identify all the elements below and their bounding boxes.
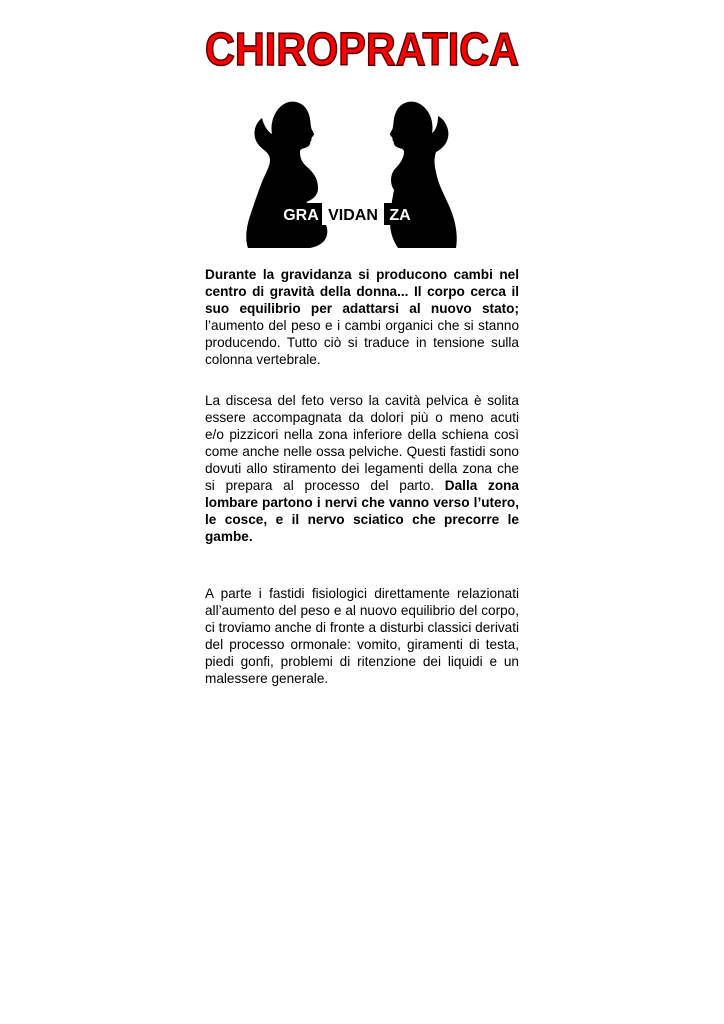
title-wordart: [197, 16, 527, 76]
paragraph-fetus-descent: [205, 392, 519, 545]
paragraph-3-normal: A parte i fastidi fisiologici direttamente relazionati all’aumento del peso e al nuovo equilibrio del corpo, ci troviamo anche di fronte a disturbi classici derivati del processo ormonale: vomito, giramenti di testa, piedi gonfi, problemi di ritenzione dei liquidi e un malessere generale.: [205, 586, 519, 686]
title-text: CHIROPRATICA: [205, 23, 519, 75]
label-part-gra: GRA: [283, 207, 319, 224]
pregnant-woman-silhouette-left: [246, 102, 327, 248]
paragraph-1-bold: Durante la gravidanza si producono cambi nel centro di gravità della donna... Il corpo cerca il suo equilibrio per adattarsi al nuovo stato;: [205, 267, 519, 316]
label-part-za: ZA: [389, 207, 411, 224]
paragraph-1-normal: l’aumento del peso e i cambi organici che si stanno producendo. Tutto ciò si traduce in tensione sulla colonna vertebrale.: [205, 318, 519, 367]
pregnant-silhouettes-figure: [244, 100, 460, 252]
paragraph-2-normal: La discesa del feto verso la cavità pelvica è solita essere accompagnata da dolori più o meno acuti e/o pizzicori nella zona inferiore della schiena così come anche nelle ossa pelviche. Questi fastidi sono dovuti allo stiramento dei legamenti della zona che si prepara al processo del parto.: [205, 393, 519, 493]
pregnancy-illustration: [244, 100, 460, 252]
paragraph-gravity-change: [205, 266, 519, 368]
paragraph-other-disturbances: [205, 585, 519, 687]
label-part-vidan: VIDAN: [328, 207, 378, 224]
woman-silhouette-right: [390, 102, 457, 248]
page-title: [0, 16, 724, 76]
gravidanza-label: [280, 203, 416, 225]
paragraph-2-bold: Dalla zona lombare partono i nervi che vanno verso l’utero, le cosce, e il nervo sciatico che precorre le gambe.: [205, 478, 519, 544]
